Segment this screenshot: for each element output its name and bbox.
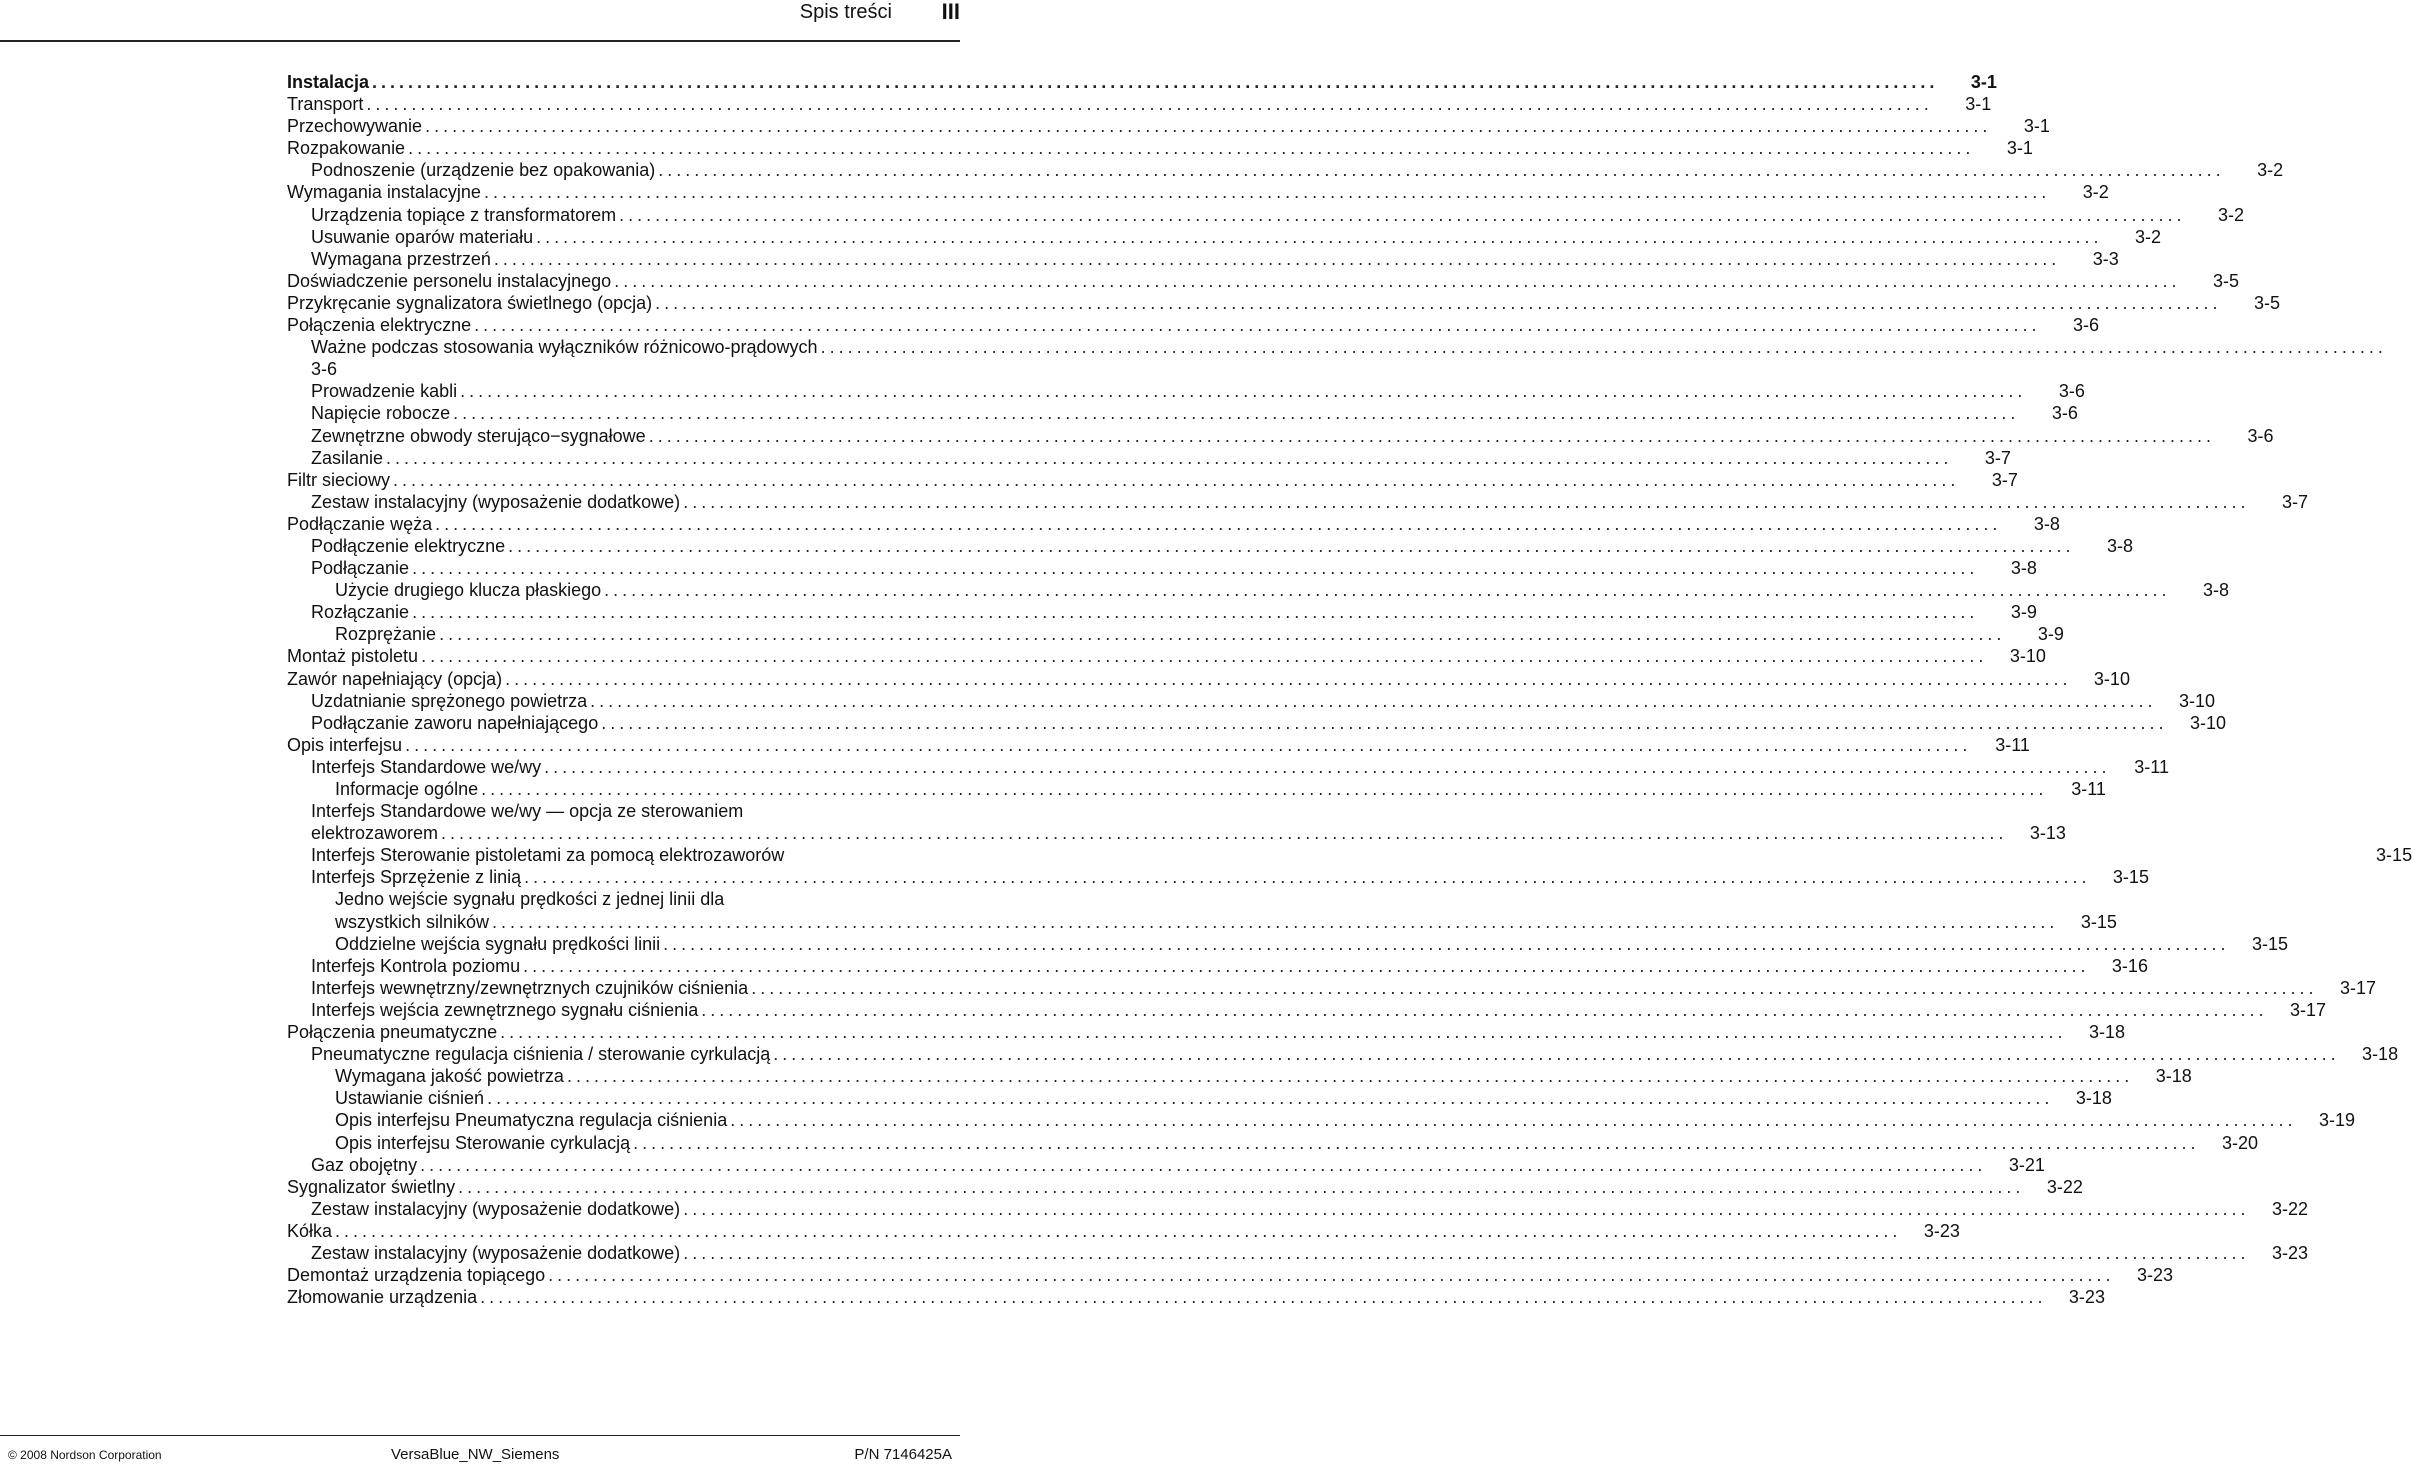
toc-entry-title: Ustawianie ciśnień: [335, 1088, 485, 1109]
toc-entry[interactable]: [287, 402, 2078, 424]
toc-entry-title: Połączenia elektryczne: [287, 315, 472, 336]
toc-entry-title: Zasilanie: [311, 447, 384, 468]
toc-entry[interactable]: [287, 712, 2227, 734]
toc-entry-page: 3-15: [2080, 911, 2117, 932]
toc-entry-page: 3-22: [2046, 1176, 2083, 1197]
footer-rule: [0, 1435, 960, 1436]
toc-entry-title: wszystkich silników: [335, 911, 490, 932]
toc-entry-title: Zawór napełniający (opcja): [287, 668, 503, 689]
toc-entry[interactable]: [287, 137, 2033, 159]
footer-part-number: P/N 7146425A: [854, 1446, 952, 1463]
toc-entry-page: 3-11: [2071, 779, 2106, 799]
dot-leader: [544, 756, 2106, 778]
toc-entry[interactable]: [287, 513, 2060, 535]
toc-entry[interactable]: [287, 1087, 2112, 1109]
toc-entry-title: Rozłączanie: [311, 602, 410, 623]
toc-entry-title: Instalacja: [287, 72, 370, 92]
toc-entry[interactable]: [287, 204, 2244, 226]
toc-entry[interactable]: [287, 1198, 2309, 1220]
toc-entry-title: Gaz obojętny: [311, 1154, 418, 1175]
dot-leader: [439, 623, 2001, 645]
toc-entry-page: 3-2: [2257, 160, 2284, 181]
dot-leader: [453, 402, 2015, 424]
toc-entry-title: Prowadzenie kabli: [311, 381, 458, 402]
toc-entry-title: Informacje ogólne: [335, 779, 479, 799]
toc-entry[interactable]: [287, 1021, 2125, 1043]
toc-entry-title: Interfejs wejścia zewnętrznego sygnału ciśnienia: [311, 999, 699, 1020]
footer-document-name: VersaBlue_NW_Siemens: [391, 1446, 560, 1463]
toc-entry-title: Złomowanie urządzenia: [287, 1287, 478, 1308]
dot-leader: [408, 137, 1970, 159]
toc-entry-page: 3-19: [2319, 1110, 2356, 1131]
toc-entry-page: 3-2: [2134, 226, 2161, 247]
dot-leader: [487, 1087, 2049, 1109]
toc-entry-page: 3-23: [1923, 1220, 1960, 1241]
toc-entry-title: Przechowywanie: [287, 116, 423, 137]
toc-entry[interactable]: [287, 380, 2085, 402]
toc-entry[interactable]: [287, 756, 2169, 778]
toc-entry-page: 3-10: [2190, 712, 2227, 733]
toc-entry-page: 3-2: [2082, 182, 2109, 203]
toc-entry[interactable]: [287, 270, 2240, 292]
dot-leader: [524, 866, 2086, 888]
footer-copyright: © 2008 Nordson Corporation: [8, 1448, 162, 1462]
toc-entry-page: 3-10: [2178, 690, 2216, 711]
toc-entry[interactable]: [287, 314, 2099, 336]
toc-entry-page: 3-8: [2106, 535, 2133, 556]
toc-entry-title: Interfejs Sprzężenie z linią: [311, 867, 522, 888]
toc-entry-page: 3-16: [2111, 955, 2148, 976]
toc-entry-page: 3-5: [2213, 270, 2240, 291]
toc-entry-title: Wymagania instalacyjne: [287, 182, 481, 203]
dot-leader: [773, 1043, 2335, 1065]
toc-entry-title: Filtr sieciowy: [287, 469, 391, 490]
toc-entry[interactable]: [287, 226, 2161, 248]
toc-entry-page: 3-1: [2023, 116, 2050, 137]
toc-entry[interactable]: [287, 822, 2066, 844]
toc-entry[interactable]: [287, 248, 2119, 270]
toc-entry[interactable]: [287, 1065, 2192, 1087]
toc-entry-title: Podłączanie: [311, 558, 410, 579]
toc-entry-page: 3-6: [2247, 425, 2274, 446]
toc-entry-page: 3-23: [2272, 1242, 2309, 1263]
toc-entry-page: 3-13: [2029, 823, 2066, 844]
toc-entry-title: Uzdatnianie sprężonego powietrza: [311, 690, 588, 711]
dot-leader: [633, 1132, 2195, 1154]
dot-leader: [505, 668, 2067, 690]
dot-leader: [508, 535, 2070, 557]
toc-entry[interactable]: [287, 1132, 2258, 1154]
dot-leader: [421, 645, 1983, 667]
toc-entry[interactable]: [287, 159, 2284, 181]
toc-entry-title: Interfejs Standardowe we/wy: [311, 756, 542, 777]
toc-entry[interactable]: [287, 844, 2412, 866]
toc-entry-title: Doświadczenie personelu instalacyjnego: [287, 270, 612, 291]
toc-entry-title: Kółka: [287, 1220, 333, 1241]
toc-entry[interactable]: [287, 115, 2050, 137]
toc-entry[interactable]: [287, 1220, 1960, 1242]
dot-leader: [730, 1109, 2292, 1131]
toc-entry[interactable]: [287, 1109, 2356, 1131]
toc-entry-page: 3-17: [2340, 977, 2377, 998]
toc-entry-page: 3-7: [1991, 469, 2018, 490]
toc-entry-page: 3-11: [1995, 734, 2030, 755]
dot-leader: [335, 1220, 1897, 1242]
toc-entry[interactable]: [287, 181, 2109, 203]
dot-leader: [405, 734, 1967, 756]
dot-leader: [619, 204, 2181, 226]
dot-leader: [701, 999, 2263, 1021]
toc-entry[interactable]: [287, 955, 2148, 977]
toc-entry[interactable]: [287, 447, 2011, 469]
dot-leader: [412, 601, 1974, 623]
dot-leader: [604, 579, 2166, 601]
dot-leader: [590, 690, 2152, 712]
toc-entry-title: Rozpakowanie: [287, 138, 406, 159]
dot-leader: [494, 248, 2056, 270]
dot-leader: [420, 1154, 1982, 1176]
toc-entry[interactable]: [287, 491, 2309, 513]
toc-entry[interactable]: [287, 535, 2133, 557]
toc-entry[interactable]: [287, 469, 2018, 491]
header-rule: [0, 40, 960, 42]
toc-entry[interactable]: [287, 1043, 2399, 1065]
toc-entry-title: Wymagana jakość powietrza: [335, 1066, 564, 1087]
toc-entry-title: Zestaw instalacyjny (wyposażenie dodatkowe): [311, 1198, 681, 1219]
toc-entry-page: 3-22: [2272, 1198, 2309, 1219]
dot-leader: [480, 1286, 2042, 1308]
toc-entry[interactable]: [287, 690, 2216, 712]
toc-entry[interactable]: [287, 999, 2327, 1021]
toc-entry[interactable]: [287, 1264, 2174, 1286]
dot-leader: [500, 1021, 2062, 1043]
dot-leader: [481, 778, 2043, 800]
dot-leader: [614, 270, 2176, 292]
toc-entry[interactable]: [287, 645, 2046, 667]
toc-entry-title: Połączenia pneumatyczne: [287, 1022, 498, 1043]
toc-entry[interactable]: [287, 71, 1997, 93]
toc-entry-title: elektrozaworem: [311, 823, 439, 844]
toc-entry-title: Montaż pistoletu: [287, 646, 419, 667]
toc-entry-page: 3-1: [2006, 138, 2033, 159]
toc-entry-page: 3-6: [311, 359, 338, 380]
dot-leader: [435, 513, 1997, 535]
toc-entry-title: Wymagana przestrzeń: [311, 248, 491, 269]
dot-leader: [366, 93, 1928, 115]
toc-entry-page: 3-23: [2136, 1265, 2174, 1286]
toc-entry-page: 3-7: [1984, 447, 2011, 468]
table-of-contents: [287, 71, 2412, 1308]
toc-entry-title: Podłączenie elektryczne: [311, 535, 506, 556]
toc-entry-title: Usuwanie oparów materiału: [311, 226, 534, 247]
toc-entry-title: Zestaw instalacyjny (wyposażenie dodatkowe): [311, 1242, 681, 1263]
toc-entry-title: Zewnętrzne obwody sterująco−sygnałowe: [311, 425, 646, 446]
dot-leader: [683, 1242, 2245, 1264]
dot-leader: [567, 1065, 2129, 1087]
toc-entry-title: Podłączanie węża: [287, 513, 433, 534]
toc-entry-title: Użycie drugiego klucza płaskiego: [335, 580, 602, 601]
toc-entry-page: 3-8: [2010, 558, 2037, 579]
toc-entry-title: Interfejs Kontrola poziomu: [311, 955, 521, 976]
page-number-roman: III: [941, 0, 960, 24]
toc-entry[interactable]: [287, 425, 2274, 447]
dot-leader: [372, 71, 1934, 93]
toc-entry-page: 3-18: [2362, 1044, 2399, 1065]
toc-entry-page: 3-2: [2217, 204, 2244, 225]
dot-leader: [412, 557, 1974, 579]
toc-entry-title: Oddzielne wejścia sygnału prędkości linii: [335, 933, 661, 954]
toc-entry-page: 3-18: [2155, 1066, 2192, 1087]
toc-entry-page: 3-15: [2112, 867, 2149, 888]
toc-entry-title: Ważne podczas stosowania wyłączników różnicowo-prądowych: [311, 337, 818, 358]
toc-entry-page: 3-7: [2282, 491, 2309, 512]
dot-leader: [474, 314, 2036, 336]
toc-entry[interactable]: [287, 933, 2289, 955]
toc-entry-page: 3-8: [2202, 580, 2229, 601]
toc-entry[interactable]: [287, 668, 2130, 690]
dot-leader: [683, 1198, 2245, 1220]
toc-entry-title: Urządzenia topiące z transformatorem: [311, 204, 617, 225]
toc-entry-page: 3-20: [2221, 1132, 2258, 1153]
toc-entry-page: 3-1: [1970, 72, 1997, 92]
toc-entry-page: 3-15: [2376, 845, 2412, 866]
toc-entry-page: 3-18: [2075, 1088, 2112, 1109]
toc-entry-page: 3-10: [2093, 668, 2130, 689]
toc-entry-page: 3-8: [2033, 513, 2060, 534]
toc-entry-title: Interfejs Sterowanie pistoletami za pomocą elektrozaworów: [311, 845, 785, 866]
dot-leader: [458, 1176, 2020, 1198]
dot-leader: [663, 933, 2225, 955]
toc-entry-page: 3-6: [2051, 403, 2078, 424]
toc-entry[interactable]: [287, 1242, 2309, 1264]
toc-entry-page: 3-5: [2254, 292, 2281, 313]
toc-entry-title: Podnoszenie (urządzenie bez opakowania): [311, 160, 656, 181]
toc-entry-title: Interfejs wewnętrzny/zewnętrznych czujników ciśnienia: [311, 977, 749, 998]
toc-entry-page: 3-6: [2058, 381, 2085, 402]
dot-leader: [649, 425, 2211, 447]
dot-leader: [441, 822, 2003, 844]
toc-entry-title: Zestaw instalacyjny (wyposażenie dodatkowe): [311, 491, 681, 512]
toc-entry-line: Jedno wejście sygnału prędkości z jednej linii dla: [335, 889, 725, 910]
toc-entry-line: Interfejs Standardowe we/wy — opcja ze sterowaniem: [311, 801, 744, 822]
toc-entry-page: 3-17: [2290, 999, 2327, 1020]
toc-entry[interactable]: [287, 93, 1992, 115]
dot-leader: [425, 115, 1987, 137]
toc-entry-page: 3-3: [2092, 248, 2119, 269]
dot-leader: [821, 336, 879, 358]
dot-leader: [536, 226, 2098, 248]
toc-entry-page: 3-10: [2009, 646, 2046, 667]
toc-entry[interactable]: [287, 1176, 2083, 1198]
toc-entry[interactable]: [287, 911, 2117, 933]
dot-leader: [601, 712, 2163, 734]
toc-entry-title: Sygnalizator świetlny: [287, 1176, 456, 1197]
toc-entry[interactable]: [287, 601, 2037, 623]
toc-entry-page: 3-11: [2134, 756, 2169, 777]
toc-entry-title: Napięcie robocze: [311, 403, 451, 424]
toc-entry-title: Pneumatyczne regulacja ciśnienia / sterowanie cyrkulacją: [311, 1044, 771, 1065]
dot-leader: [751, 977, 2313, 999]
dot-leader: [658, 159, 2220, 181]
toc-entry[interactable]: [287, 292, 2281, 314]
toc-entry-page: 3-21: [2008, 1154, 2045, 1175]
toc-entry[interactable]: [287, 557, 2037, 579]
toc-entry[interactable]: [287, 1154, 2045, 1176]
toc-entry-page: 3-23: [2068, 1287, 2105, 1308]
toc-entry[interactable]: [287, 579, 2229, 601]
toc-entry-title: Opis interfejsu Sterowanie cyrkulacją: [335, 1132, 631, 1153]
dot-leader: [484, 181, 2046, 203]
toc-entry[interactable]: [287, 336, 960, 358]
toc-entry-title: Rozprężanie: [335, 624, 437, 645]
toc-entry-page: 3-18: [2088, 1022, 2125, 1043]
toc-entry-title: Podłączanie zaworu napełniającego: [311, 712, 599, 733]
dot-leader: [655, 292, 2217, 314]
toc-entry[interactable]: [287, 778, 2106, 800]
toc-entry-page: 3-9: [2037, 624, 2064, 645]
dot-leader: [492, 911, 2054, 933]
dot-leader: [393, 469, 1955, 491]
toc-entry-title: Przykręcanie sygnalizatora świetlnego (opcja): [287, 292, 653, 313]
dot-leader: [523, 955, 2085, 977]
toc-entry[interactable]: [287, 1286, 2105, 1308]
toc-entry-title: Opis interfejsu Pneumatyczna regulacja ciśnienia: [335, 1110, 728, 1131]
toc-entry-title: Transport: [287, 94, 364, 115]
dot-leader: [386, 447, 1948, 469]
toc-entry-page: 3-6: [2072, 315, 2099, 336]
toc-entry-page: 3-1: [1965, 94, 1992, 115]
toc-entry[interactable]: [287, 734, 2030, 756]
toc-entry-title: Demontaż urządzenia topiącego: [287, 1265, 546, 1286]
toc-entry[interactable]: [287, 623, 2064, 645]
toc-entry[interactable]: [287, 866, 2149, 888]
toc-entry-page: 3-15: [2251, 933, 2289, 954]
running-header-title: Spis treści: [799, 1, 892, 23]
toc-entry[interactable]: [287, 977, 2377, 999]
dot-leader: [460, 380, 2022, 402]
toc-entry-page: 3-9: [2010, 602, 2037, 623]
toc-entry-title: Opis interfejsu: [287, 734, 403, 755]
dot-leader: [548, 1264, 2110, 1286]
dot-leader: [683, 491, 2245, 513]
